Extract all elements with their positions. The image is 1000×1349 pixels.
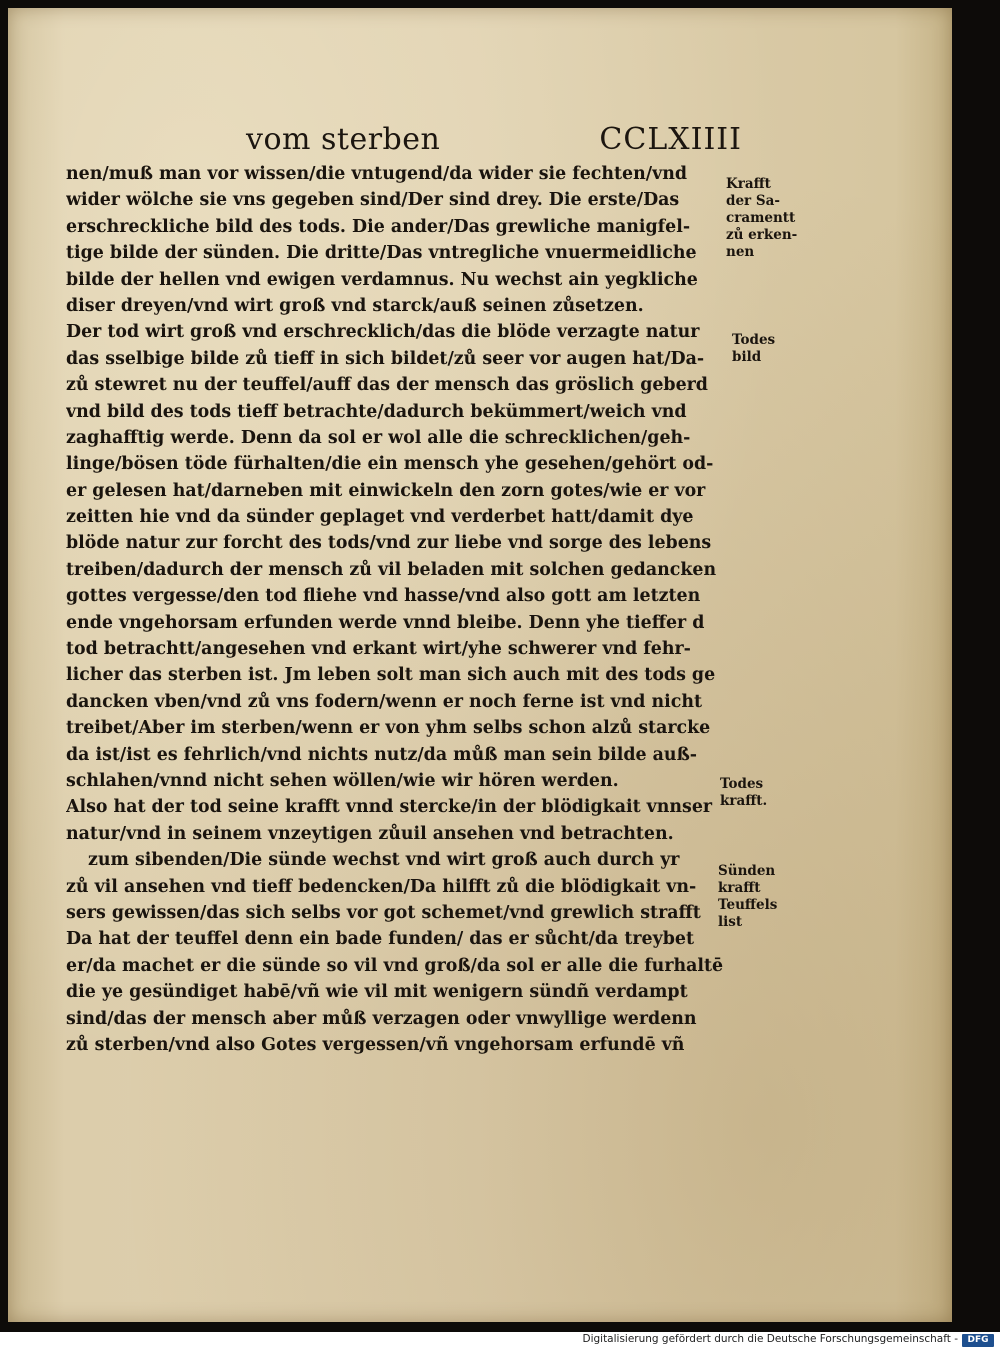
ink-speck <box>796 526 802 530</box>
dfg-logo: DFG <box>962 1334 994 1347</box>
text-line: zů vil ansehen vnd tieff bedencken/Da hilfft zů die blödigkait vn- <box>66 876 697 897</box>
text-line: ende vngehorsam erfunden werde vnnd bleibe. Denn yhe tieffer d <box>66 612 705 633</box>
margin-note-line: bild <box>732 349 762 365</box>
footer-credit: Digitalisierung gefördert durch die Deutsche Forschungsgemeinschaft - <box>582 1333 958 1345</box>
text-line: vnd bild des tods tieff betrachte/dadurch bekümmert/weich vnd <box>66 401 687 422</box>
margin-note-line: Todes <box>732 332 776 348</box>
text-line: bilde der hellen vnd ewigen verdamnus. Nu wechst ain yegkliche <box>66 269 698 290</box>
text-line: er gelesen hat/darneben mit einwickeln den zorn gotes/wie er vor <box>66 480 706 501</box>
text-line: linge/bösen töde fürhalten/die ein mensch yhe gesehen/gehört od- <box>66 454 714 475</box>
text-line: treiben/dadurch der mensch zů vil beladen mit solchen gedancken <box>66 559 717 580</box>
running-head <box>246 118 746 162</box>
text-line: zů stewret nu der teuffel/auff das der mensch das gröslich geberd <box>66 375 708 396</box>
text-line: nen/muß man vor wissen/die vntugend/da wider sie fechten/vnd <box>66 164 688 184</box>
text-line: zaghafftig werde. Denn da sol er wol alle die schrecklichen/geh- <box>66 427 691 448</box>
text-line: zů sterben/vnd also Gotes vergessen/vñ vngehorsam erfundē vñ <box>66 1034 685 1055</box>
text-line: Der tod wirt groß vnd erschrecklich/das die blöde verzagte natur <box>66 322 700 343</box>
text-line: sind/das der mensch aber můß verzagen oder vnwyllige werdenn <box>66 1008 697 1029</box>
text-line: tod betrachtt/angesehen vnd erkant wirt/yhe schwerer vnd fehr- <box>66 639 691 660</box>
text-line: diser dreyen/vnd wirt groß vnd starck/auß seinen zůsetzen. <box>66 295 644 316</box>
margin-note-line: der Sa- <box>726 193 780 209</box>
margin-note-line: Teuffels <box>718 897 778 913</box>
text-line: treibet/Aber im sterben/wenn er von yhm selbs schon alzů starcke <box>66 718 711 739</box>
text-line: schlahen/vnnd nicht sehen wöllen/wie wir hören werden. <box>66 770 619 791</box>
margin-note-line: list <box>718 914 743 930</box>
text-line: gottes vergesse/den tod fliehe vnd hasse/vnd also gott am letzten <box>66 586 701 607</box>
footer-bar <box>0 1332 1000 1349</box>
margin-note-line: Todes <box>720 776 764 792</box>
margin-note-sakrament <box>726 176 797 261</box>
margin-note-todes-krafft <box>720 776 767 810</box>
text-line: natur/vnd in seinem vnzeytigen zůuil ansehen vnd betrachten. <box>66 823 674 844</box>
margin-note-line: cramentt <box>726 210 796 226</box>
text-line: tige bilde der sünden. Die dritte/Das vntregliche vnuermeidliche <box>66 243 697 264</box>
margin-note-line: zů erken- <box>726 227 798 243</box>
text-line: das sselbige bilde zů tieff in sich bildet/zů seer vor augen hat/Da- <box>66 348 705 369</box>
running-head-title: vom sterben <box>246 122 441 157</box>
text-line: Also hat der tod seine krafft vnnd stercke/in der blödigkait vnnser <box>66 797 713 818</box>
text-line: Da hat der teuffel denn ein bade funden/ das er sůcht/da treybet <box>66 929 694 950</box>
text-line: zeitten hie vnd da sünder geplaget vnd verderbet hatt/damit dye <box>66 507 694 528</box>
margin-note-line: krafft <box>718 880 761 896</box>
text-line: da ist/ist es fehrlich/vnd nichts nutz/da můß man sein bilde auß- <box>66 744 697 765</box>
text-line: sers gewissen/das sich selbs vor got schemet/vnd grewlich strafft <box>66 902 701 923</box>
margin-note-line: Sünden <box>718 863 776 879</box>
folio-number: CCLXIIII <box>599 122 742 157</box>
text-line: licher das sterben ist. Jm leben solt man sich auch mit des tods ge <box>66 665 716 686</box>
text-line: wider wölche sie vns gegeben sind/Der sind drey. Die erste/Das <box>66 190 680 211</box>
body-text <box>66 161 736 1058</box>
margin-note-suenden-krafft <box>718 863 777 931</box>
margin-note-line: krafft. <box>720 793 768 809</box>
text-line: erschreckliche bild des tods. Die ander/Das grewliche manigfel- <box>66 216 691 237</box>
text-line: zum sibenden/Die sünde wechst vnd wirt groß auch durch yr <box>88 850 680 871</box>
margin-note-line: nen <box>726 244 755 260</box>
text-line: dancken vben/vnd zů vns fodern/wenn er noch ferne ist vnd nicht <box>66 691 703 712</box>
margin-note-todes-bild <box>732 332 775 366</box>
book-page <box>8 8 952 1322</box>
text-line: blöde natur zur forcht des tods/vnd zur liebe vnd sorge des lebens <box>66 533 712 554</box>
text-line: er/da machet er die sünde so vil vnd groß/da sol er alle die furhaltē <box>66 955 724 976</box>
margin-note-line: Krafft <box>726 176 771 192</box>
text-line: die ye gesündiget habē/vñ wie vil mit wenigern sündñ verdampt <box>66 982 688 1003</box>
